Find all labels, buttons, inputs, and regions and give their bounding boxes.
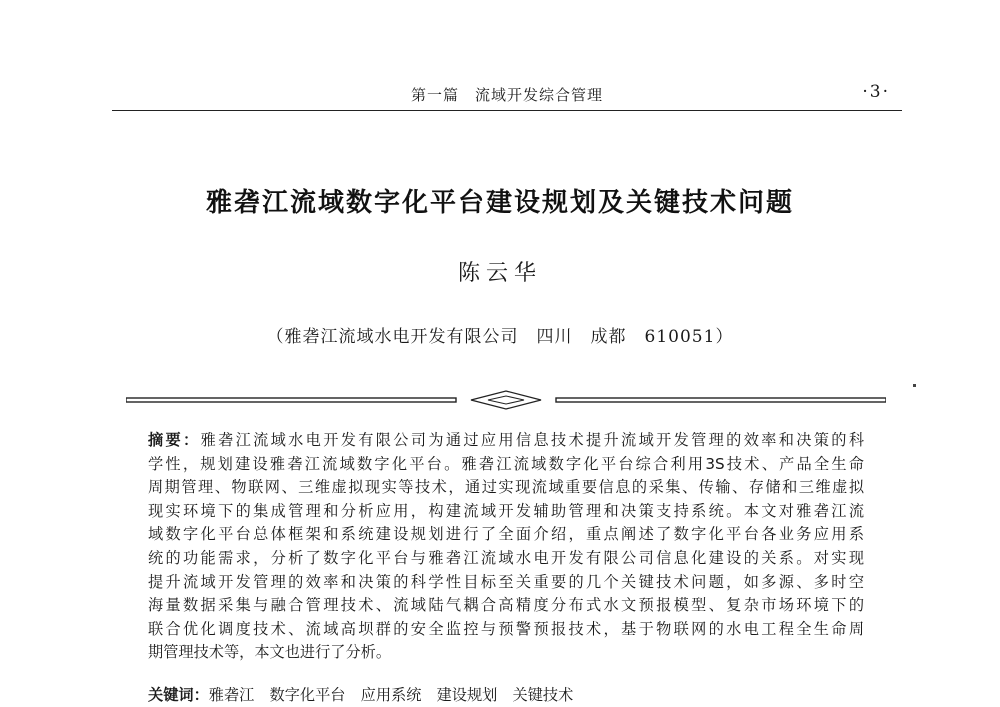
- divider-diamond-inner: [488, 396, 524, 404]
- running-header: [112, 78, 902, 111]
- abstract-line: 提升流域开发管理的效率和决策的科学性目标至关重要的几个关键技术问题，如多源、多时空: [148, 572, 864, 591]
- scan-speck: [913, 384, 916, 387]
- divider-bar-right: [556, 398, 886, 402]
- ornamental-divider: [126, 388, 886, 412]
- abstract: [148, 429, 864, 665]
- author-name: 陈云华: [457, 261, 542, 286]
- keywords: [148, 684, 864, 707]
- article-title: 雅砻江流域数字化平台建设规划及关键技术问题: [205, 188, 794, 218]
- keywords-text: 雅砻江 数字化平台 应用系统 建设规划 关键技术: [208, 686, 574, 704]
- running-title: 第一篇 流域开发综合管理: [410, 86, 603, 104]
- abstract-line: 周期管理、物联网、三维虚拟现实等技术，通过实现流域重要信息的采集、传输、存储和三维虚拟: [148, 478, 864, 497]
- abstract-line: 联合优化调度技术、流域高坝群的安全监控与预警预报技术，基于物联网的水电工程全生命周: [148, 619, 864, 638]
- author-affiliation: （雅砻江流域水电开发有限公司 四川 成都 610051）: [266, 327, 734, 347]
- divider-bar-left: [126, 398, 456, 402]
- abstract-line: 期管理技术等，本文也进行了分析。: [148, 643, 391, 662]
- abstract-text: 雅砻江流域水电开发有限公司为通过应用信息技术提升流域开发管理的效率和决策的科: [200, 431, 864, 449]
- abstract-line: 现实环境下的集成管理和分析应用，构建流域开发辅助管理和决策支持系统。本文对雅砻江流: [148, 501, 864, 520]
- abstract-line: 学性，规划建设雅砻江流域数字化平台。雅砻江流域数字化平台综合利用3S技术、产品全生命: [148, 454, 864, 473]
- abstract-line: 域数字化平台总体框架和系统建设规划进行了全面介绍，重点阐述了数字化平台各业务应用系: [148, 525, 864, 544]
- page-number: ·3·: [862, 82, 890, 102]
- abstract-line: 统的功能需求，分析了数字化平台与雅砻江流域水电开发有限公司信息化建设的关系。对实现: [148, 548, 864, 567]
- abstract-label: 摘要：: [148, 431, 201, 449]
- keywords-label: 关键词：: [148, 686, 209, 704]
- abstract-line: 海量数据采集与融合管理技术、流域陆气耦合高精度分布式水文预报模型、复杂市场环境下的: [148, 596, 864, 615]
- abstract-line: [148, 429, 864, 453]
- divider-diamond-outer: [471, 391, 541, 409]
